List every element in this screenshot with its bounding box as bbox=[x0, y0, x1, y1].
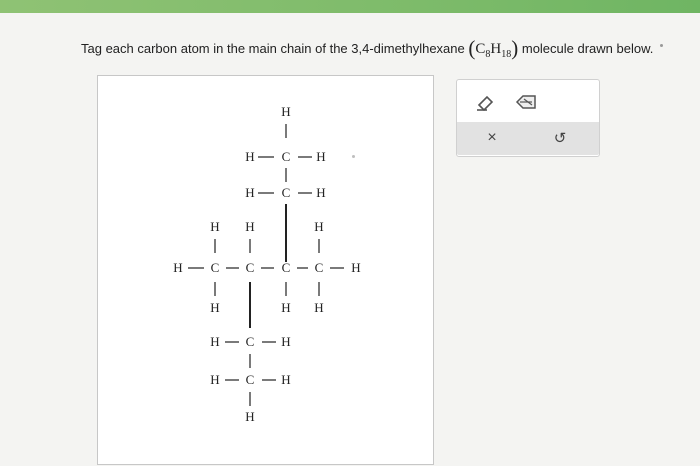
question-text: Tag each carbon atom in the main chain of the 3,4-dimethylhexane bbox=[81, 41, 465, 56]
hydrogen-atom: H bbox=[245, 185, 255, 200]
molecule-canvas[interactable] bbox=[97, 75, 434, 465]
carbon-atom[interactable]: C bbox=[245, 260, 255, 275]
question-prompt: Tag each carbon atom in the main chain of the 3,4-dimethylhexane $(C_8H_{18})$ molecule drawn below. bbox=[81, 36, 654, 60]
hydrogen-atom: H bbox=[173, 260, 183, 275]
hydrogen-atom: H bbox=[281, 104, 291, 119]
hydrogen-atom: H bbox=[281, 334, 291, 349]
hydrogen-atom: H bbox=[210, 219, 220, 234]
carbon-atom[interactable]: C bbox=[281, 149, 291, 164]
tool-row-bottom bbox=[457, 122, 599, 155]
tool-row-top bbox=[457, 86, 599, 118]
hydrogen-atom: H bbox=[281, 300, 291, 315]
undo-button[interactable]: ↺ bbox=[553, 130, 567, 147]
tag-tool-button[interactable] bbox=[511, 90, 541, 114]
carbon-atom[interactable]: C bbox=[210, 260, 220, 275]
molecule-structure[interactable] bbox=[98, 76, 435, 466]
hydrogen-atom: H bbox=[316, 149, 326, 164]
carbon-atom[interactable]: C bbox=[314, 260, 324, 275]
hydrogen-atom: H bbox=[245, 149, 255, 164]
hydrogen-atom: H bbox=[281, 372, 291, 387]
hydrogen-atom: H bbox=[316, 185, 326, 200]
tag-icon bbox=[514, 93, 538, 111]
hydrogen-atom: H bbox=[210, 334, 220, 349]
carbon-atom[interactable]: C bbox=[245, 334, 255, 349]
clear-button[interactable]: × bbox=[487, 129, 497, 146]
decorative-dot bbox=[660, 44, 663, 47]
tool-panel bbox=[456, 79, 600, 157]
top-accent-bar bbox=[0, 0, 700, 13]
hydrogen-atom: H bbox=[210, 300, 220, 315]
carbon-atom[interactable]: C bbox=[281, 260, 291, 275]
hydrogen-atom: H bbox=[314, 300, 324, 315]
question-text-after: molecule drawn below. bbox=[521, 41, 654, 56]
eraser-tool-button[interactable] bbox=[471, 90, 501, 114]
hydrogen-atom: H bbox=[351, 260, 361, 275]
hydrogen-atom: H bbox=[245, 409, 255, 424]
carbon-atom[interactable]: C bbox=[245, 372, 255, 387]
molecular-formula: $C_8H_{18}$ bbox=[475, 41, 512, 60]
hydrogen-atom: H bbox=[314, 219, 324, 234]
hydrogen-atom: H bbox=[210, 372, 220, 387]
decorative-dot bbox=[352, 155, 355, 158]
hydrogen-atom: H bbox=[245, 219, 255, 234]
carbon-atom[interactable]: C bbox=[281, 185, 291, 200]
eraser-icon bbox=[475, 93, 497, 111]
